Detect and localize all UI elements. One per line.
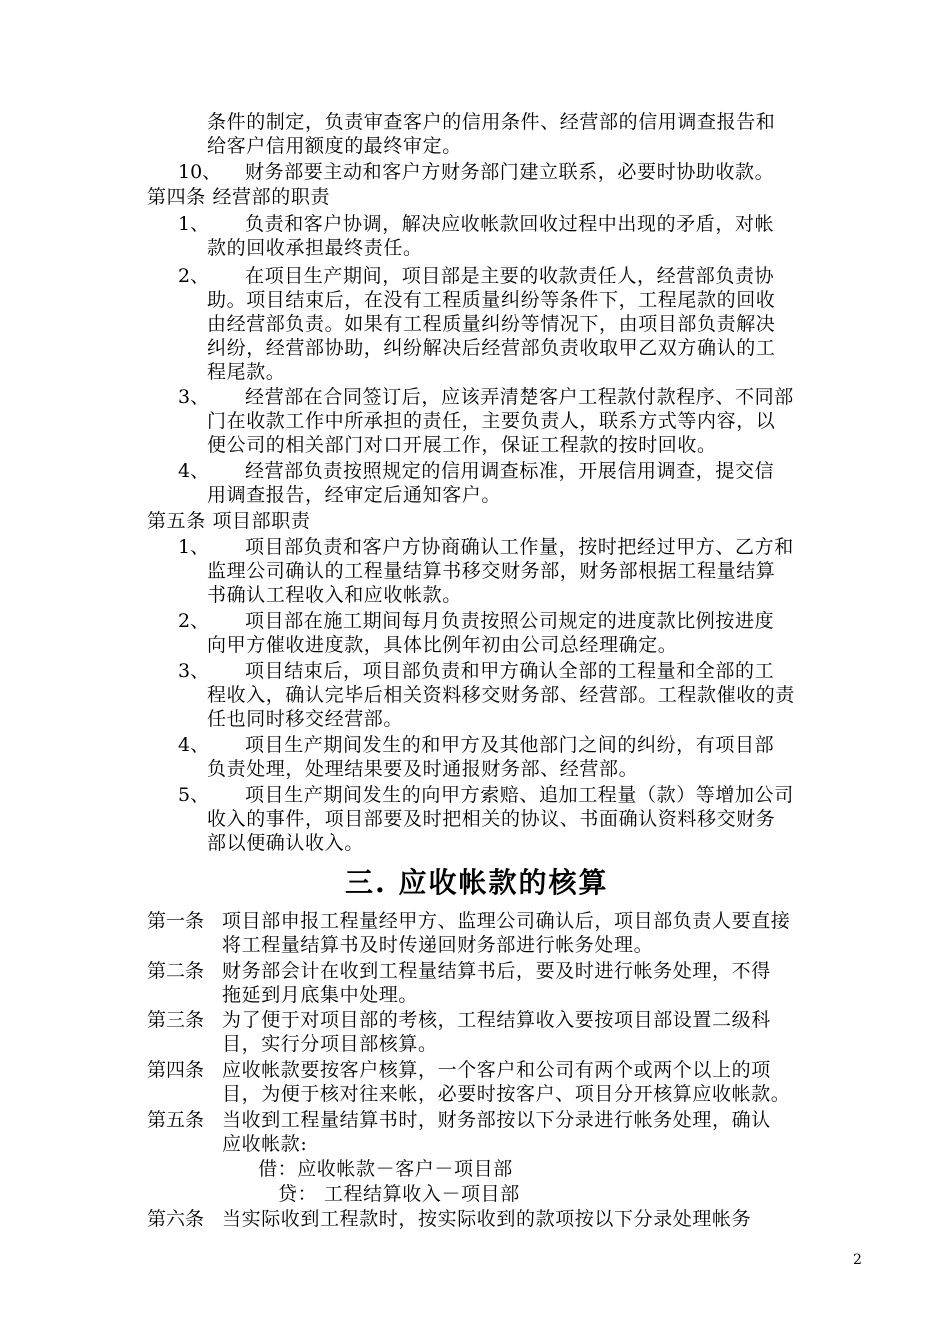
text-line: 负责和客户协调，解决应收帐款回收过程中出现的矛盾，对帐 (245, 213, 775, 235)
text-line: 项目生产期间发生的向甲方索赔、追加工程量（款）等增加公司 (245, 784, 794, 806)
text-line: 收入的事件，项目部要及时把相关的协议、书面确认资料移交财务 (207, 808, 776, 830)
article-label: 第六条 (147, 1208, 205, 1230)
text-line: 应收帐款要按客户核算，一个客户和公司有两个或两个以上的项 (222, 1059, 771, 1081)
text-line: 项目结束后，项目部负责和甲方确认全部的工程量和全部的工 (245, 660, 775, 682)
article-title: 第四条 经营部的职责 (147, 186, 331, 208)
article-label: 第二条 (147, 960, 205, 982)
text-line: 向甲方催收进度款，具体比例年初由公司总经理确定。 (207, 634, 678, 656)
text-line: 财务部要主动和客户方财务部门建立联系，必要时协助收款。 (245, 161, 775, 183)
text-line: 款的回收承担最终责任。 (207, 237, 423, 259)
text-line: 在项目生产期间，项目部是主要的收款责任人，经营部负责协 (245, 265, 775, 287)
text-line: 任也同时移交经营部。 (207, 708, 404, 730)
text-line: 程尾款。 (207, 361, 286, 383)
text-line: 部以便确认收入。 (207, 832, 364, 854)
text-line: 便公司的相关部门对口开展工作，保证工程款的按时回收。 (207, 434, 717, 456)
text-line: 纠纷，经营部协助，纠纷解决后经营部负责收取甲乙双方确认的工 (207, 337, 776, 359)
text-line: 项目部在施工期间每月负责按照公司规定的进度款比例按进度 (245, 610, 775, 632)
item-number: 1、 (178, 536, 210, 558)
text-line: 拖延到月底集中处理。 (222, 984, 419, 1006)
item-number: 4、 (178, 734, 210, 756)
text-line: 负责处理，处理结果要及时通报财务部、经营部。 (207, 758, 639, 780)
text-line: 助。项目结束后，在没有工程质量纠纷等条件下，工程尾款的回收 (207, 289, 776, 311)
text-line: 程收入，确认完毕后相关资料移交财务部、经营部。工程款催收的责 (207, 684, 796, 706)
text-line: 目，为便于核对往来帐，必要时按客户、项目分开核算应收帐款。 (222, 1083, 791, 1105)
credit-entry: 贷： 工程结算收入－项目部 (278, 1183, 520, 1205)
text-line: 经营部在合同签订后，应该弄清楚客户工程款付款程序、不同部 (245, 386, 794, 408)
text-line: 书确认工程收入和应收帐款。 (207, 584, 462, 606)
text-line: 应收帐款: (222, 1133, 308, 1155)
text-line: 目，实行分项目部核算。 (222, 1033, 438, 1055)
item-number: 10、 (178, 161, 222, 183)
text-line: 条件的制定，负责审查客户的信用条件、经营部的信用调查报告和 (207, 111, 776, 133)
article-label: 第一条 (147, 910, 205, 932)
text-line: 当收到工程量结算书时，财务部按以下分录进行帐务处理，确认 (222, 1109, 771, 1131)
item-number: 2、 (178, 610, 210, 632)
text-line: 项目部负责和客户方协商确认工作量，按时把经过甲方、乙方和 (245, 536, 794, 558)
text-line: 为了便于对项目部的考核，工程结算收入要按项目部设置二级科 (222, 1009, 771, 1031)
text-line: 经营部负责按照规定的信用调查标准，开展信用调查，提交信 (245, 460, 775, 482)
section-heading: 三. 应收帐款的核算 (345, 866, 609, 899)
article-title: 第五条 项目部职责 (147, 510, 311, 532)
article-label: 第三条 (147, 1009, 205, 1031)
text-line: 财务部会计在收到工程量结算书后，要及时进行帐务处理，不得 (222, 960, 771, 982)
text-line: 门在收款工作中所承担的责任，主要负责人，联系方式等内容，以 (207, 410, 776, 432)
text-line: 项目生产期间发生的和甲方及其他部门之间的纠纷，有项目部 (245, 734, 775, 756)
text-line: 监理公司确认的工程量结算书移交财务部，财务部根据工程量结算 (207, 560, 776, 582)
text-line: 当实际收到工程款时，按实际收到的款项按以下分录处理帐务 (222, 1208, 752, 1230)
text-line: 给客户信用额度的最终审定。 (207, 135, 462, 157)
text-line: 将工程量结算书及时传递回财务部进行帐务处理。 (222, 934, 654, 956)
text-line: 项目部申报工程量经甲方、监理公司确认后，项目部负责人要直接 (222, 910, 791, 932)
item-number: 3、 (178, 386, 210, 408)
item-number: 3、 (178, 660, 210, 682)
item-number: 5、 (178, 784, 210, 806)
item-number: 2、 (178, 265, 210, 287)
item-number: 1、 (178, 213, 210, 235)
debit-entry: 借：应收帐款－客户－项目部 (258, 1158, 513, 1180)
text-line: 用调查报告，经审定后通知客户。 (207, 484, 502, 506)
item-number: 4、 (178, 460, 210, 482)
article-label: 第四条 (147, 1059, 205, 1081)
page-number: 2 (853, 1252, 862, 1268)
article-label: 第五条 (147, 1109, 205, 1131)
text-line: 由经营部负责。如果有工程质量纠纷等情况下，由项目部负责解决 (207, 313, 776, 335)
